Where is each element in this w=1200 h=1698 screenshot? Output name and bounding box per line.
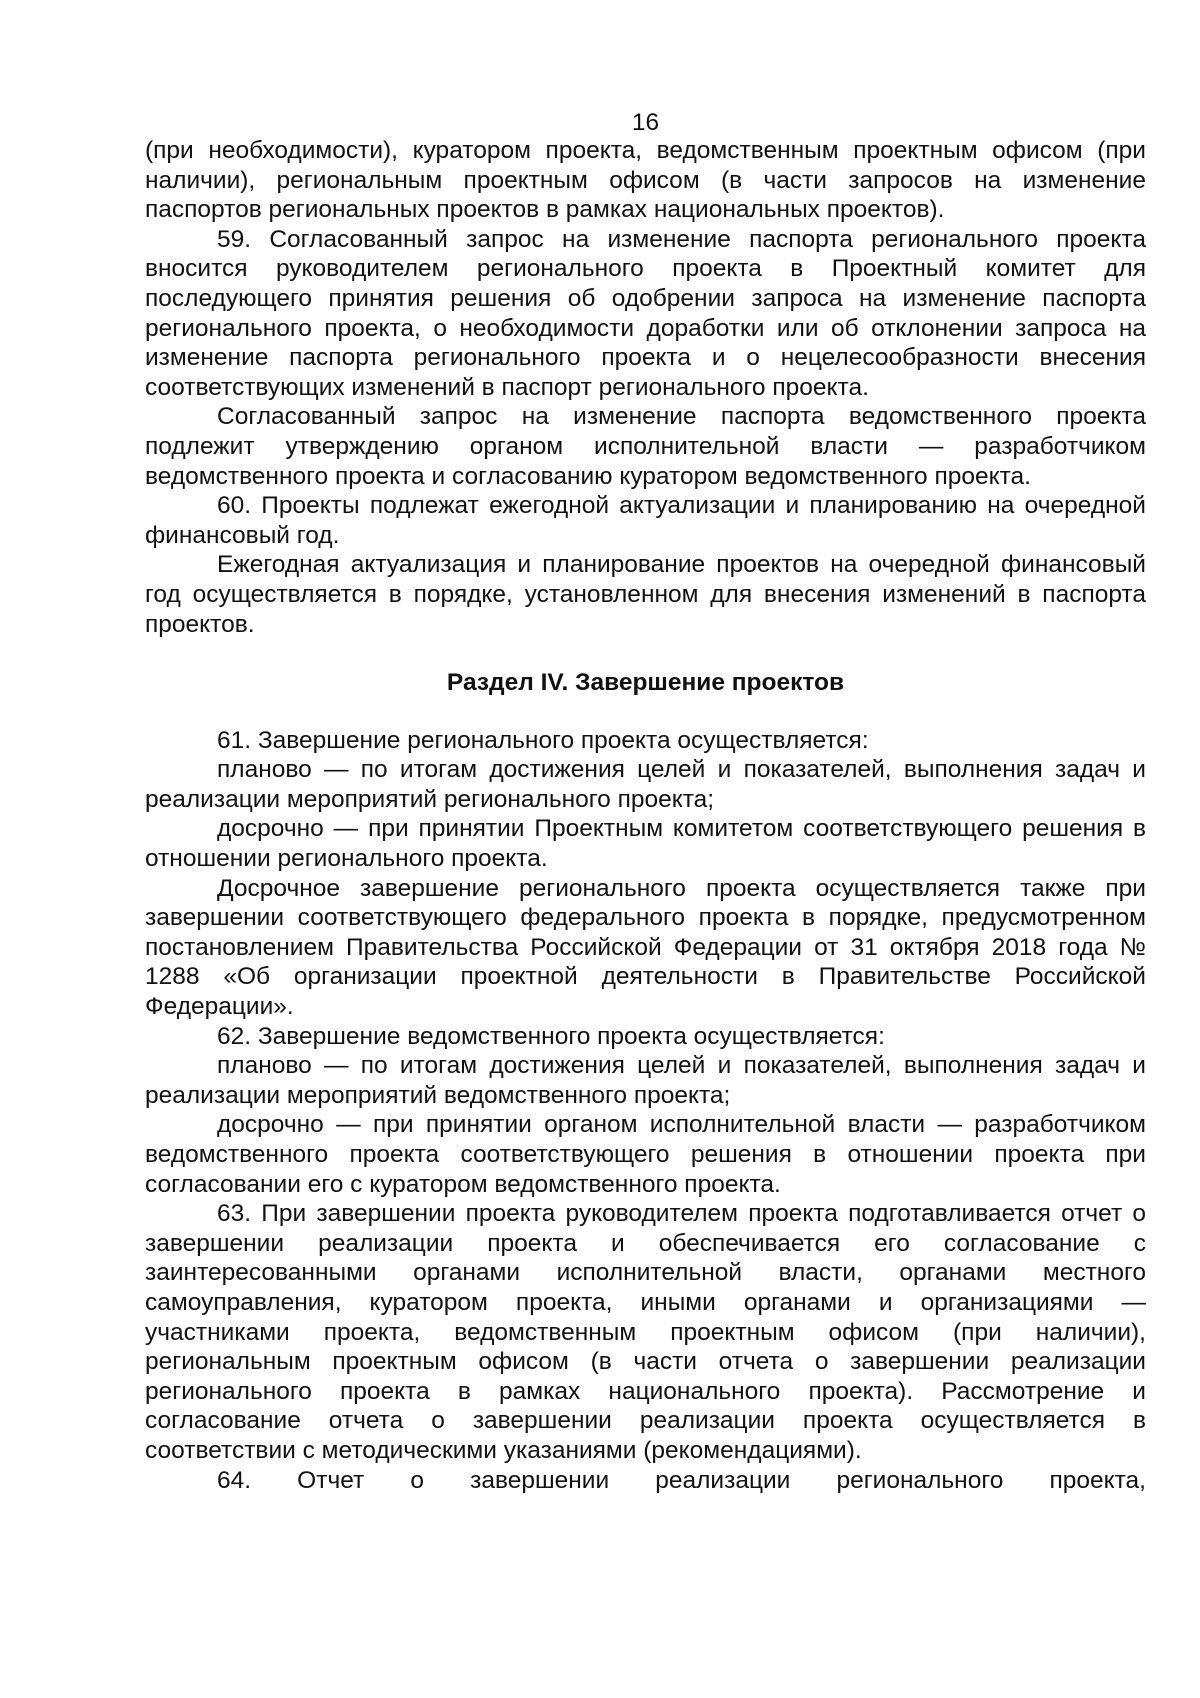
paragraph: досрочно — при принятии органом исполнительной власти — разработчиком ведомственного проекта соответствующего решения в отношении проекта при согласовании его с куратором ведомственного проекта.: [145, 1111, 1146, 1198]
paragraph: 61. Завершение регионального проекта осуществляется:: [217, 726, 869, 754]
paragraph: планово — по итогам достижения целей и показателей, выполнения задач и реализации мероприятий регионального проекта;: [145, 756, 1146, 813]
paragraph: (при необходимости), куратором проекта, ведомственным проектным офисом (при наличии), региональным проектным офисом (в части запросов на изменение паспортов региональных проектов в рамках национальных проектов).: [145, 137, 1146, 224]
paragraph: Согласованный запрос на изменение паспорта ведомственного проекта подлежит утверждению органом исполнительной власти — разработчиком ведомственного проекта и согласованию куратором ведомственного проекта.: [145, 403, 1146, 490]
paragraph: Досрочное завершение регионального проекта осуществляется также при завершении соответствующего федерального проекта в порядке, предусмотренном постановлением Правительства Российской Федерации от 31 октября 2018 года № 1288 «Об организации проектной деятельности в Правительстве Российской Федерации».: [145, 874, 1146, 1021]
paragraphs-after: [145, 726, 1146, 1495]
page-number: 16: [631, 109, 660, 136]
paragraphs-before: [145, 136, 1146, 639]
paragraph: планово — по итогам достижения целей и показателей, выполнения задач и реализации мероприятий ведомственного проекта;: [145, 1052, 1146, 1109]
document-page: [145, 109, 1146, 1495]
section-heading: Раздел IV. Завершение проектов: [446, 669, 845, 697]
paragraph: 59. Согласованный запрос на изменение паспорта регионального проекта вносится руководителем регионального проекта в Проектный комитет для последующего принятия решения об одобрении запроса на изменение паспорта регионального проекта, о необходимости доработки или об отклонении запроса на изменение паспорта регионального проекта и о нецелесообразности внесения соответствующих изменений в паспорт регионального проекта.: [145, 225, 1146, 401]
paragraph: 63. При завершении проекта руководителем проекта подготавливается отчет о завершении реализации проекта и обеспечивается его согласование с заинтересованными органами исполнительной власти, органами местного самоуправления, куратором проекта, иными органами и организациями — участниками проекта, ведомственным проектным офисом (при наличии), региональным проектным офисом (в части отчета о завершении реализации регионального проекта в рамках национального проекта). Рассмотрение и согласование отчета о завершении реализации проекта осуществляется в соответствии с методическими указаниями (рекомендациями).: [145, 1200, 1146, 1464]
paragraph: 60. Проекты подлежат ежегодной актуализации и планированию на очередной финансовый год.: [145, 492, 1146, 549]
paragraph: досрочно — при принятии Проектным комитетом соответствующего решения в отношении регионального проекта.: [145, 815, 1146, 873]
paragraph: 62. Завершение ведомственного проекта осуществляется:: [217, 1022, 885, 1050]
paragraph: Ежегодная актуализация и планирование проектов на очередной финансовый год осуществляется в порядке, установленном для внесения изменений в паспорта проектов.: [145, 551, 1146, 638]
paragraph: 64. Отчет о завершении реализации регионального проекта,: [217, 1466, 1146, 1494]
